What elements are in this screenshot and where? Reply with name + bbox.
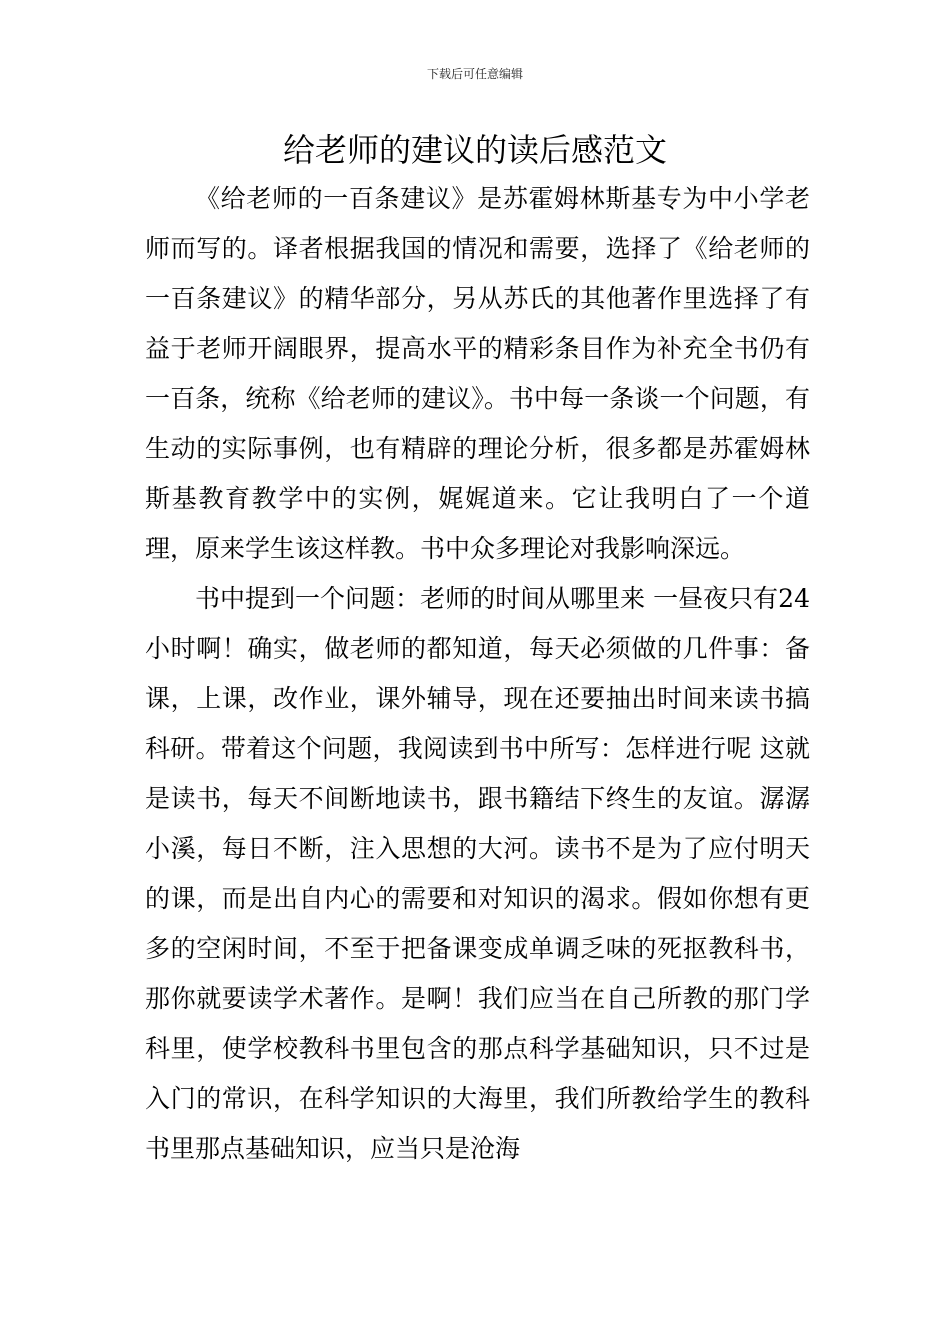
- paragraph-2: 书中提到一个问题：老师的时间从哪里来 一昼夜只有24小时啊！确实，做老师的都知道，每天必须做的几件事：备课，上课，改作业，课外辅导，现在还要抽出时间来读书搞科研。带着这个问题，我阅读到书中所写：怎样进行呢 这就是读书，每天不间断地读书，跟书籍结下终生的友谊。潺潺小溪，每日不断，注入思想的大河。读书不是为了应付明天的课，而是出自内心的需要和对知识的渴求。假如你想有更多的空闲时间，不至于把备课变成单调乏味的死抠教科书，那你就要读学术著作。是啊！我们应当在自己所教的那门学科里，使学校教科书里包含的那点科学基础知识，只不过是入门的常识，在科学知识的大海里，我们所教给学生的教科书里那点基础知识，应当只是沧海: [145, 584, 810, 1163]
- paragraph-1: 《给老师的一百条建议》是苏霍姆林斯基专为中小学老师而写的。译者根据我国的情况和需要，选择了《给老师的一百条建议》的精华部分，另从苏氏的其他著作里选择了有益于老师开阔眼界，提高水平的精彩条目作为补充全书仍有一百条，统称《给老师的建议》。书中每一条谈一个问题，有生动的实际事例，也有精辟的理论分析，很多都是苏霍姆林斯基教育教学中的实例，娓娓道来。它让我明白了一个道理，原来学生该这样教。书中众多理论对我影响深远。: [145, 184, 810, 563]
- header-note: 下载后可任意编辑: [426, 67, 523, 81]
- document-title: 给老师的建议的读后感范文: [282, 131, 667, 169]
- document-body: [145, 174, 810, 1174]
